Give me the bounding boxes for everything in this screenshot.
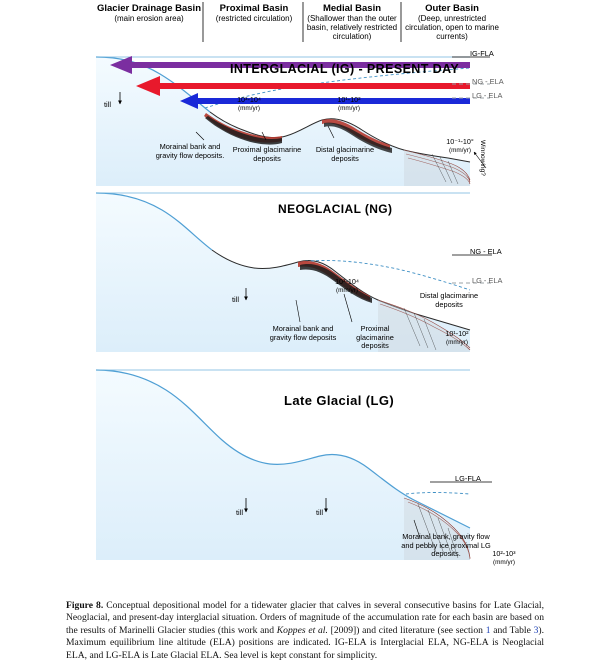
rate-value: 10⁻¹-10° [446,137,474,146]
rate-proximal-ng [316,278,378,294]
lg-ela-label: LG - ELA [472,91,503,100]
rate-unit: (mm/yr) [448,146,471,154]
deposit-label-proximal-ng: Proximal glacimarine deposits [356,324,394,351]
column-title: Proximal Basin [219,3,289,14]
caption-link-section[interactable]: 1 [485,624,491,636]
column-subtitle: (Deep, unrestricted circulation, open to marine currents) [405,13,499,41]
column-title: Outer Basin [425,3,479,14]
column-subtitle: (restricted circulation) [215,13,293,23]
caption-text-3: and Table [490,624,534,636]
caption-link-table[interactable]: 3 [533,624,539,636]
till-label-ng: till [232,295,239,304]
winnowing-label: Winnowing? [479,140,486,176]
till-label-lg-2: till [316,508,323,517]
rate-unit: (mm/yr) [337,104,360,112]
caption-text-4: ). Maximum equilibrium line altitude (ELA) positions are indicated. IG-ELA is Interglacial ELA, NG-ELA is Neoglacial ELA, and LG-ELA is Late Glacial ELA. Sea level is kept constant for simplicity. [66,624,544,661]
rate-unit: (mm/yr) [445,338,468,346]
deposit-label-morainal-lg: Morainal bank, gravity flow and pebbly ice proximal LG deposits. [401,532,491,559]
rate-unit: (mm/yr) [335,286,358,294]
rate-value: 10²-10³ [492,549,516,558]
deposit-label-proximal-ig: Proximal glacimarine deposits [232,145,302,163]
column-title: Glacier Drainage Basin [96,3,202,14]
deposit-label-distal-ig: Distal glacimarine deposits [315,145,375,163]
rate-unit: (mm/yr) [237,104,260,112]
rate-value: 10¹-10² [445,329,469,338]
figure-caption [66,600,544,662]
rate-value: 10³-10⁴ [237,95,261,104]
panel-title-late-glacial: Late Glacial (LG) [284,393,395,408]
deposit-label-distal-ng: Distal glacimarine deposits [419,291,479,309]
column-title: Medial Basin [322,3,382,14]
till-label-lg-1: till [236,508,243,517]
panel-title-neoglacial: NEOGLACIAL (NG) [278,202,393,216]
rate-distal-ng [428,330,486,346]
caption-label: Figure 8. [66,600,104,611]
caption-text-2: [2009]) and cited literature (see section [327,624,486,636]
deposit-label-morainal-ig: Morainal bank and gravity flow deposits. [155,142,225,160]
ng-ela-label: NG - ELA [472,77,504,86]
rate-value: 10¹-10² [337,95,361,104]
rate-unit: (mm/yr) [492,558,515,566]
deposit-label-morainal-ng: Morainal bank and gravity flow deposits [269,324,337,342]
caption-citation: Koppes et al. [276,624,328,636]
lg-ela-label-2: LG - ELA [472,276,503,285]
caption-text-1: Conceptual depositional model for a tidewater glacier that calves in several consecutive basins for Late Glacial, Neoglacial, and present-day interglacial situation. Orders of magnitude of the accumulation rate for each basin are based on the results of Marinelli Glacier studies (this work and [66,600,544,636]
column-subtitle: (Shallower than the outer basin, relatively restricted circulation) [306,13,398,41]
rate-proximal-ig [218,96,280,112]
column-divider-ticks [203,2,401,42]
rate-value: 10³-10⁴ [335,277,359,286]
panel-title-interglacial: INTERGLACIAL (IG) - PRESENT DAY [230,62,460,76]
till-label-ig: till [104,100,111,109]
ng-ela-label-2: NG - ELA [470,247,502,256]
rate-lg [476,550,532,566]
ig-ela-label: IG-FLA [470,49,494,58]
rate-medial-ig [318,96,380,112]
column-subtitle: (main erosion area) [114,13,184,23]
lg-ela-label-3: LG-FLA [455,474,481,483]
